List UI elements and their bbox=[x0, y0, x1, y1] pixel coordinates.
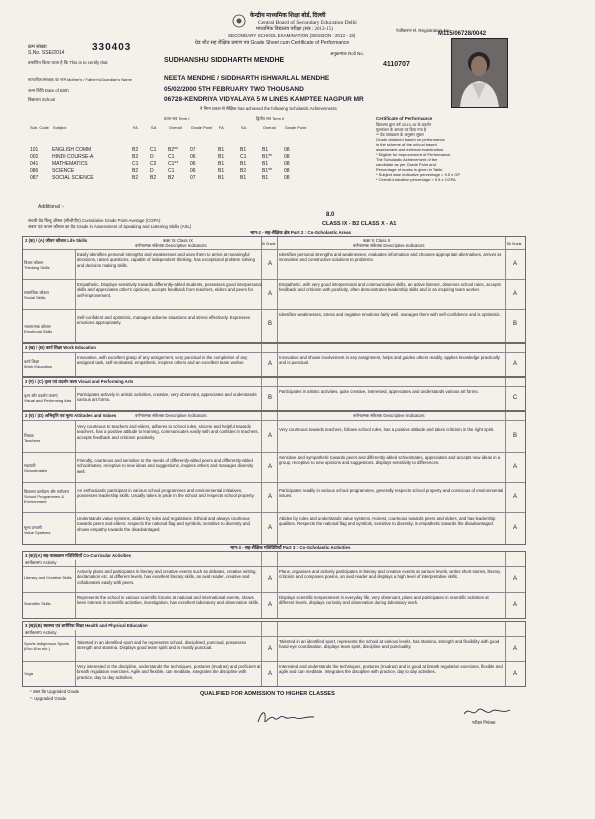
attitudes-row-value-systems bbox=[23, 512, 525, 545]
grade-sa1: D bbox=[150, 153, 154, 160]
grade-fa1: B2 bbox=[132, 146, 139, 153]
section-life-skills bbox=[22, 236, 526, 343]
board-name-english: Central Board of Secondary Education Delhi bbox=[258, 20, 357, 26]
grade-gp1: 06 bbox=[190, 153, 196, 160]
indicator-ix: Empathetic, Displays sensitivity towards differently-abled students, possesses good interpersonal skills and appreciates other's opinions, accepts feedback from teachers, elders and peers for self-improvement. bbox=[77, 282, 262, 298]
dob-label: जन्म तिथि Date of Birth bbox=[28, 88, 69, 93]
row-label: विद्यालय कार्यक्रम और पर्यावरण School Programmes & Environment bbox=[24, 489, 70, 504]
grade-ix: A bbox=[267, 464, 272, 470]
indicator-x: Identifies personal strengths and weaknesses, evaluates information and chooses appropriate alternatives, arrives at innovative and constructive solutions to problems. bbox=[279, 252, 501, 263]
grade-overall2: B1 bbox=[262, 160, 269, 167]
desc-header-ix: वर्णनात्मक संकेतक Descriptive Indicators bbox=[135, 413, 207, 418]
registration-number: M115/06728/0042 bbox=[438, 31, 487, 37]
indicator-x: Interested and understands the techniques, postures (mudras) and is good at breath regulation exercises, flexible and agile and can meditate. Integrates the discipline with practice, day to day activities. bbox=[279, 664, 503, 675]
indicator-ix: Very interested in the discipline, understands the techniques, postures (mudras) and proficient at breath regulation exercises. Agile and flexible, can meditate, integrates the discipline with practice, day to day activities. bbox=[77, 664, 261, 680]
grade-x: A bbox=[512, 261, 517, 267]
grade-ix: A bbox=[267, 433, 272, 439]
cgpa-value: 8.0 bbox=[326, 212, 335, 218]
grade-fa1: C1 bbox=[132, 160, 139, 167]
grade-overall1: B2** bbox=[168, 146, 179, 153]
serial-label: क्रम संख्या bbox=[28, 44, 47, 50]
side-note-line: * Overall indicative percentage = 9.5 x CGPA bbox=[376, 177, 456, 182]
side-note-line: candidate as per Grade Point and bbox=[376, 162, 436, 167]
grade-sa2: B1 bbox=[240, 146, 247, 153]
grade-gp2: 08 bbox=[284, 153, 290, 160]
col-sa2: SA bbox=[240, 125, 247, 130]
grade-ix: B bbox=[267, 321, 272, 327]
grade-ix: A bbox=[267, 646, 272, 652]
grade-fa2: B1 bbox=[218, 167, 225, 174]
indicator-ix: Actively plans and participates in literary and creative events such as debates, creative writing, declamation etc. at different levels, has excellent literary skills, an avid reader, creative and collaborates easily with peers. bbox=[77, 569, 257, 585]
indicator-ix: Very courteous to teachers and elders, adheres to school rules, sincere and helpful towards teachers, has a positive attitude to learning, communicates easily with and confides in teachers, accepts feedback and criticism positively. bbox=[77, 424, 259, 440]
grade-gp2: 08 bbox=[284, 146, 290, 153]
grade-fa1: B2 bbox=[132, 167, 139, 174]
life-skills-row-emotional bbox=[23, 309, 525, 342]
school-label: विद्यालय School bbox=[28, 97, 56, 102]
roll-number: 4110707 bbox=[383, 61, 410, 68]
indicator-ix: Innovative, with excellent grasp of any assignment, very punctual in the completion of any assigned task, self-motivated, empathetic, inspires others and an excellent team worker. bbox=[77, 355, 248, 366]
result-statement: QUALIFIED FOR ADMISSION TO HIGHER CLASSES bbox=[200, 691, 335, 697]
grade-fa2: B1 bbox=[218, 174, 225, 181]
grade-ix: A bbox=[267, 525, 272, 531]
indicator-ix: Understands value systems, abides by rules and regulations. Ethical and always courteous towards peers and elders, respects the national flag and symbols, sensitive to diversity and shows empathy towards the disadvantaged. bbox=[77, 516, 250, 532]
section-visual-arts bbox=[22, 377, 526, 411]
side-note-line: Percentage of marks is given in Table. bbox=[376, 167, 444, 172]
work-education-title: 2 (ख) / (B) कार्य शिक्षा Work Education bbox=[25, 345, 96, 350]
grade-x: A bbox=[512, 646, 517, 652]
grade-x: B bbox=[512, 321, 517, 327]
speaking-label: श्रवण एवं वाचन कौशल का ग्रेड Grade in Assessment of Speaking and Listening Skills (ASL) bbox=[28, 224, 192, 229]
grade-gp1: 06 bbox=[190, 160, 196, 167]
subject-row bbox=[28, 167, 304, 174]
grade-x: A bbox=[512, 525, 517, 531]
grade-overall2: B1 bbox=[262, 146, 269, 153]
grade-gp1: 07 bbox=[190, 174, 196, 181]
co-curricular-row-literary bbox=[23, 566, 525, 593]
indicator-ix: Represents the school in various scientific forums at national and international events, shows keen interest in scientific activities, investigation, has excellent laboratory and observation skills. bbox=[77, 595, 259, 606]
grade-fa2: B1 bbox=[218, 146, 225, 153]
subject-code: 087 bbox=[30, 174, 39, 181]
subject-row bbox=[28, 160, 304, 167]
indicator-ix: Self-confident and optimistic, manages adverse situations and stress effectively. Expresses emotions appropriately. bbox=[77, 315, 250, 326]
grade-overall1: B2 bbox=[168, 174, 175, 181]
col-overall1: Overall bbox=[168, 125, 182, 130]
exam-name-hindi: माध्यमिक विद्यालय परीक्षा (सत्र : 2013-15) bbox=[256, 27, 333, 32]
row-label: मूल्य प्रणाली Value Systems bbox=[24, 525, 51, 535]
activity-column: कार्यकलाप Activity bbox=[25, 560, 57, 565]
student-photo bbox=[451, 38, 508, 108]
grade-fa1: B2 bbox=[132, 174, 139, 181]
grade-sa2: B1 bbox=[240, 174, 247, 181]
grade-sa2: C1 bbox=[240, 153, 247, 160]
row-label: विचार कौशल Thinking Skills bbox=[24, 260, 50, 270]
cbse-emblem bbox=[232, 14, 246, 33]
grade-overall2: B1 bbox=[262, 174, 269, 181]
activity-column: कार्यकलाप Activity bbox=[25, 630, 57, 635]
col-gp1: Grade Point bbox=[190, 125, 213, 130]
section-co-curricular bbox=[22, 551, 526, 619]
row-label: Yoga bbox=[24, 671, 33, 676]
exam-name-english: SECONDARY SCHOOL EXAMINATION (SESSION : 2013 - 15) bbox=[228, 33, 356, 38]
term-2-label: द्वितीय सत्र Term II bbox=[256, 116, 285, 121]
grade-gp1: 06 bbox=[190, 167, 196, 174]
attitudes-row-school-programmes bbox=[23, 482, 525, 513]
row-label: Sports Indigenous Sports (Kho-Kho etc.) bbox=[24, 641, 69, 651]
term-1-label: प्रथम सत्र Term I bbox=[164, 116, 190, 121]
subject-name: SCIENCE bbox=[52, 167, 75, 174]
grade-x: C bbox=[512, 395, 518, 401]
class-x-header: कक्षा X Class X bbox=[363, 238, 391, 243]
upgraded-grade-english: *· Upgraded Grade bbox=[30, 696, 67, 701]
visual-arts-row bbox=[23, 386, 525, 411]
grade-sa1: B2 bbox=[150, 174, 157, 181]
col-subject: Subject bbox=[52, 125, 67, 130]
indicator-x: Talented in an identified sport, represents the school at various levels, has stamina, strength and flexibility with good hand-eye coordination, displays team spirit, discipline and punctuality. bbox=[279, 639, 500, 650]
subject-name: MATHEMATICS bbox=[52, 160, 88, 167]
scheme-line: ने निम्न प्रकार से शैक्षिक has achieved the following Scholastic Achievements bbox=[200, 106, 337, 111]
serial-number: 330403 bbox=[92, 42, 132, 53]
class-ix-header: कक्षा IX Class IX bbox=[163, 238, 193, 243]
grade-gp2: 08 bbox=[284, 174, 290, 181]
parents-label: माता/पिता/संरक्षक का नाम Mother's / Father's/Guardian's Name bbox=[28, 77, 132, 82]
serial-date: S.No. SSE/2014 bbox=[28, 50, 65, 56]
side-note-line: Grade obtained based on performance bbox=[376, 137, 445, 142]
indicator-x: Displays scientific temperament in everyday life, very observant, plans and participates in scientific activities at different levels, displays curiosity and observation during laboratory work. bbox=[279, 595, 489, 606]
grade-gp2: 08 bbox=[284, 160, 290, 167]
grade-sa1: C1 bbox=[150, 146, 157, 153]
school-name: 06728-KENDRIYA VIDYALAYA 5 M LINES KAMPTEE NAGPUR MR bbox=[164, 96, 364, 103]
attitudes-row-teachers bbox=[23, 420, 525, 453]
grade-ix: A bbox=[267, 602, 272, 608]
registration-label: पंजीकरण सं. Registration No. bbox=[396, 28, 451, 33]
visual-arts-title: 2 (ग) / (C) दृश्य एवं प्रदर्शन कला Visual and Performing Arts bbox=[25, 379, 134, 384]
grade-sa1: D bbox=[150, 167, 154, 174]
side-note-line: विद्यालय द्वारा वर्ष 2013-15 के प्रदर्शन bbox=[376, 122, 432, 127]
grade-sa2: B2 bbox=[240, 167, 247, 174]
grade-ix: A bbox=[267, 291, 272, 297]
controller-of-exams: परीक्षा नियंत्रक bbox=[472, 720, 496, 725]
indicator-x: Abides by rules and understands value systems. Honest, courteous towards peers and elders, and has leadership qualities. Respects the national flag and symbols, sensitive to diversity, is empathetic towards the disadvantaged. bbox=[279, 516, 496, 527]
grade-fa2: B1 bbox=[218, 153, 225, 160]
life-skills-row-social bbox=[23, 279, 525, 310]
indicator-x: Sensitive and sympathetic towards peers and differently-abled schoolmates, appreciates and accepts new ideas in a group, receptive to new opinions and suggestions, displays sensitivity to differences. bbox=[279, 455, 501, 466]
row-label: भावनात्मक कौशल Emotional Skills bbox=[24, 324, 53, 334]
side-note-line: ** ग्रेड पाठ्यक्रम के अनुसार सुधार bbox=[376, 132, 424, 137]
subject-row bbox=[28, 146, 304, 153]
grade-x: A bbox=[512, 494, 517, 500]
subject-code: 086 bbox=[30, 167, 39, 174]
board-name-hindi: केन्द्रीय माध्यमिक शिक्षा बोर्ड, दिल्ली bbox=[250, 13, 326, 19]
subject-row bbox=[28, 174, 304, 181]
attitudes-row-schoolmates bbox=[23, 452, 525, 483]
grade-overall2: B1** bbox=[262, 167, 273, 174]
health-pe-row-sports bbox=[23, 636, 525, 662]
health-pe-title: 3 (ख)/(B) स्वास्थ्य एवं शारीरिक शिक्षा Health and Physical Education bbox=[25, 623, 148, 628]
subject-name: SOCIAL SCIENCE bbox=[52, 174, 94, 181]
grade-overall1: C1 bbox=[168, 167, 175, 174]
co-curricular-title: 3 (क)/(A) सह-पाठ्यक्रम गतिविधियाँ Co-Curricular Activities bbox=[25, 553, 132, 558]
col-gp2: Grade Point bbox=[284, 125, 307, 130]
col-code: Sub. Code bbox=[30, 125, 49, 130]
indicator-x: Participates readily in various school programmes, generally respects school property and conscious of environmental issues. bbox=[279, 488, 504, 499]
date-of-birth: 05/02/2000 5TH FEBRUARY TWO THOUSAND bbox=[164, 86, 304, 93]
side-note-line: मूल्यांकन के आधार पर दिया गया है bbox=[376, 127, 426, 132]
desc-header-ix: वर्णनात्मक संकेतक Descriptive Indicators bbox=[135, 243, 207, 248]
grade-fa2: B1 bbox=[218, 160, 225, 167]
row-label: Scientific Skills bbox=[24, 601, 51, 606]
attitudes-title: 2 (घ) / (D) अभिवृत्ति एवं मूल्य Attitudes and Values bbox=[25, 413, 117, 418]
subject-name: HINDI COURSE-A bbox=[52, 153, 94, 160]
row-label: कार्य शिक्षा Work Education bbox=[24, 359, 53, 369]
indicator-x: Very courteous towards teachers, follows school rules, has a positive attitude and takes criticism in the right spirit. bbox=[279, 427, 495, 432]
grade-ix: A bbox=[267, 576, 272, 582]
roll-label: अनुक्रमांक Roll No. bbox=[330, 51, 364, 56]
grade-x: A bbox=[512, 464, 517, 470]
life-skills-title: 2 (क) / (A) जीवन कौशल Life Skills bbox=[25, 238, 88, 243]
grade-sa2: B1 bbox=[240, 160, 247, 167]
indicator-x: Plans, organises and actively participates in literary and creative events at various levels, writes short stories, literary criticism and composes poems, an avid reader and displays a high level of interpretative skills. bbox=[279, 569, 501, 580]
name-label: प्रमाणित किया जाता है कि This is to certify that bbox=[28, 60, 108, 65]
indicator-ix: Easily identifies personal strengths and weaknesses and uses them to arrive at meaningful decisions, raises questions, capable of independent thinking, has exceptional problem solving and decision making skills. bbox=[77, 252, 255, 268]
grade-overall1: C1** bbox=[168, 160, 179, 167]
side-note-line: The Scholastic Achievement of the bbox=[376, 157, 438, 162]
work-education-row bbox=[23, 352, 525, 377]
subject-code: 002 bbox=[30, 153, 39, 160]
speaking-value: CLASS IX - B2 CLASS X - A1 bbox=[322, 221, 397, 227]
col-overall2: Overall bbox=[262, 125, 276, 130]
grade-x: A bbox=[512, 576, 517, 582]
grade-ix: A bbox=[267, 494, 272, 500]
grade-ix: B bbox=[267, 395, 272, 401]
indicator-x: Participates in artistic activities, quite creative, interested, appreciates and understands various art forms. bbox=[279, 389, 479, 394]
grade-ix: A bbox=[267, 361, 272, 367]
side-note-line: in the scheme of the school based bbox=[376, 142, 437, 147]
row-label: सामाजिक कौशल Social Skills bbox=[24, 290, 49, 300]
side-note-line: assessment and external examination. bbox=[376, 147, 445, 152]
grade-sa1: C2 bbox=[150, 160, 157, 167]
subject-name: ENGLISH COMM bbox=[52, 146, 92, 153]
grade-x: A bbox=[512, 361, 517, 367]
side-note-line: * Subject wise indicative percentage = 9.5 x GP bbox=[376, 172, 461, 177]
sheet-title: ग्रेड शीट सह शैक्षिक प्रमाण पत्र Grade Sheet cum Certificate of Performance bbox=[195, 40, 350, 46]
col-fa2: FA bbox=[218, 125, 224, 130]
co-curricular-row-scientific bbox=[23, 592, 525, 619]
parents-name: NEETA MENDHE / SIDDHARTH ISHWARLAL MENDHE bbox=[164, 75, 330, 82]
grades-header-row bbox=[28, 124, 308, 131]
indicator-ix: Talented in an identified sport and he represents school, disciplined, punctual, possesses strength and stamina. Displays good team spirit and is mostly punctual. bbox=[77, 640, 247, 651]
grade-ix: A bbox=[267, 261, 272, 267]
grade-x: A bbox=[512, 671, 517, 677]
side-notes-title: Certificate of Performance bbox=[376, 116, 433, 121]
part2-title: भाग-2 - सह-शैक्षिक क्षेत्र Part 2 : Co-Scholastic Areas bbox=[250, 230, 352, 235]
grade-header-x: ग्रेड Grade bbox=[507, 242, 522, 246]
section-attitudes-values bbox=[22, 411, 526, 545]
row-label: Literary and Creative Skills bbox=[24, 575, 72, 580]
grade-x: A bbox=[512, 291, 517, 297]
grade-header-ix: ग्रेड Grade bbox=[261, 242, 276, 246]
grade-x: A bbox=[512, 602, 517, 608]
grade-x: B bbox=[512, 433, 517, 439]
health-pe-row-yoga bbox=[23, 661, 525, 687]
subject-row bbox=[28, 153, 304, 160]
side-notes bbox=[376, 116, 526, 182]
grade-fa1: B2 bbox=[132, 153, 139, 160]
subject-code: 101 bbox=[30, 146, 39, 153]
indicator-ix: An enthusiastic participant in various school programmes and environmental initiatives, possesses leadership skills. Usually takes in pride in the school and respects school property. bbox=[77, 488, 255, 499]
row-label: दृश्य और प्रदर्शन कलाएं Visual and Performing Arts bbox=[24, 393, 72, 403]
section-work-education bbox=[22, 343, 526, 377]
section-health-pe bbox=[22, 621, 526, 687]
additional-label: Additional :- bbox=[38, 204, 65, 210]
col-sa1: SA bbox=[150, 125, 157, 130]
desc-header-x: वर्णनात्मक संकेतक Descriptive Indicators bbox=[353, 413, 425, 418]
life-skills-row-thinking bbox=[23, 249, 525, 280]
part3-title: भाग-3 - सह-शैक्षिक गतिविधियाँ Part 3 : Co-Scholastic Activities bbox=[230, 545, 351, 550]
student-name: SUDHANSHU SIDDHARTH MENDHE bbox=[164, 57, 285, 64]
grade-overall2: B1** bbox=[262, 153, 273, 160]
grade-gp1: 07 bbox=[190, 146, 196, 153]
row-label: शिक्षक Teachers bbox=[24, 433, 41, 443]
side-note-line: * Eligible for Improvement of Performance. bbox=[376, 152, 452, 157]
indicator-x: Empathetic, with very good interpersonal and communicative skills, an active listener, observes school rules, accepts feedback and criticism with positivity, often demonstrates leadership skills and is an inspiring team worker. bbox=[279, 282, 501, 293]
indicator-x: Identifies weaknesses, stress and negative emotions fairly well, manages them with self-confidence and is optimistic. bbox=[279, 312, 501, 317]
grade-gp2: 08 bbox=[284, 167, 290, 174]
grade-overall1: C1 bbox=[168, 153, 175, 160]
col-fa1: FA bbox=[132, 125, 138, 130]
principal-signature bbox=[256, 708, 316, 733]
grade-ix: A bbox=[267, 671, 272, 677]
upgraded-grade-hindi: * उन्नत ग्रेड Upgraded Grade bbox=[30, 689, 80, 694]
cgpa-label: संचयी ग्रेड बिन्दु औसत (सीजीपीए) Cumulative Grade Point Average (CGPA) bbox=[28, 218, 161, 223]
subject-code: 041 bbox=[30, 160, 39, 167]
indicator-ix: Friendly, courteous and sensitive to the needs of differently-abled peers and differently-abled schoolmates, receptive to new ideas and suggestions, inspires others and manages diversity well. bbox=[77, 458, 254, 474]
desc-header-x: वर्णनात्मक संकेतक Descriptive Indicators bbox=[353, 243, 425, 248]
indicator-ix: Participates actively in artistic activities, creative, very observant, appreciates and understands various art forms. bbox=[77, 392, 257, 403]
indicator-x: Innovative and shows involvement in any assignment, helps and guides others readily, applies knowledge practically and is punctual. bbox=[279, 355, 500, 366]
row-label: सहपाठी Schoolmates bbox=[24, 463, 48, 473]
